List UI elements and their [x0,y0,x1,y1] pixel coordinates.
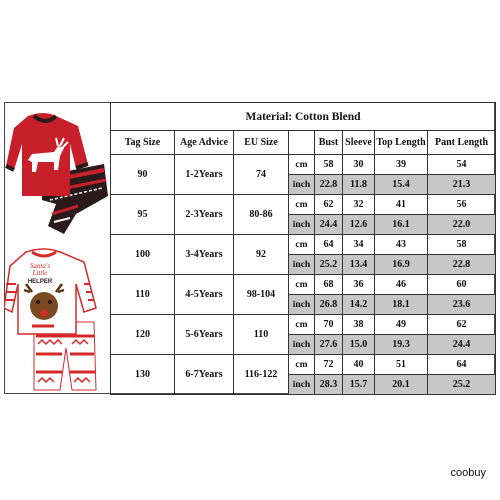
measurement-cm-cell: 72 [315,355,343,375]
measurement-inch-cell: 25.2 [428,375,496,395]
measurement-cm-cell: 36 [343,275,375,295]
tag-size-cell: 100 [111,235,175,275]
age-advice-cell: 1-2Years [175,155,234,195]
measurement-inch-cell: 18.1 [375,295,428,315]
measurement-inch-cell: 14.2 [343,295,375,315]
white-reindeer-pajama-image [4,244,110,392]
measurement-inch-cell: 12.6 [343,215,375,235]
measurement-inch-cell: 21.3 [428,175,496,195]
header-tag-size: Tag Size [111,131,175,155]
measurement-inch-cell: 22.8 [428,255,496,275]
product-photo-column [4,102,110,394]
table-row [111,155,496,175]
age-advice-cell: 4-5Years [175,275,234,315]
measurement-inch-cell: 24.4 [428,335,496,355]
measurement-cm-cell: 40 [343,355,375,375]
measurement-inch-cell: 23.6 [428,295,496,315]
measurement-inch-cell: 11.8 [343,175,375,195]
measurement-inch-cell: 19.3 [375,335,428,355]
measurement-inch-cell: 25.2 [315,255,343,275]
measurement-cm-cell: 58 [428,235,496,255]
table-row [111,275,496,295]
header-sleeve: Sleeve [343,131,375,155]
unit-cm-cell: cm [289,355,315,375]
measurement-cm-cell: 58 [315,155,343,175]
table-row [111,315,496,335]
measurement-cm-cell: 32 [343,195,375,215]
tag-size-cell: 130 [111,355,175,395]
header-pant-length: Pant Length [428,131,496,155]
measurement-inch-cell: 26.8 [315,295,343,315]
measurement-cm-cell: 62 [428,315,496,335]
table-row [111,355,496,375]
eu-size-cell: 110 [234,315,289,355]
white-pajama-shirt [4,249,96,334]
shirt-text-line-2: Little [32,269,48,277]
size-chart-table [110,102,496,395]
unit-inch-cell: inch [289,375,315,395]
red-reindeer-pajama-image [4,104,110,239]
unit-cm-cell: cm [289,155,315,175]
measurement-cm-cell: 56 [428,195,496,215]
measurement-inch-cell: 15.4 [375,175,428,195]
tag-size-cell: 110 [111,275,175,315]
measurement-cm-cell: 51 [375,355,428,375]
unit-inch-cell: inch [289,335,315,355]
tag-size-cell: 90 [111,155,175,195]
measurement-cm-cell: 70 [315,315,343,335]
measurement-inch-cell: 28.3 [315,375,343,395]
header-age-advice: Age Advice [175,131,234,155]
measurement-inch-cell: 22.8 [315,175,343,195]
measurement-cm-cell: 60 [428,275,496,295]
age-advice-cell: 2-3Years [175,195,234,235]
unit-inch-cell: inch [289,215,315,235]
eu-size-cell: 116-122 [234,355,289,395]
shirt-text-line-3: HELPER [27,279,53,285]
tag-size-cell: 120 [111,315,175,355]
header-top-length: Top Length [375,131,428,155]
measurement-inch-cell: 24.4 [315,215,343,235]
measurement-cm-cell: 54 [428,155,496,175]
measurement-cm-cell: 39 [375,155,428,175]
header-bust: Bust [315,131,343,155]
measurement-cm-cell: 30 [343,155,375,175]
age-advice-cell: 6-7Years [175,355,234,395]
unit-cm-cell: cm [289,315,315,335]
eu-size-cell: 98-104 [234,275,289,315]
table-header-row [111,131,496,155]
shirt-text-line-1: Santa's [29,262,51,270]
unit-inch-cell: inch [289,295,315,315]
header-unit [289,131,315,155]
measurement-inch-cell: 15.7 [343,375,375,395]
measurement-inch-cell: 15.0 [343,335,375,355]
measurement-cm-cell: 46 [375,275,428,295]
eu-size-cell: 92 [234,235,289,275]
measurement-inch-cell: 22.0 [428,215,496,235]
table-row [111,195,496,215]
eu-size-cell: 74 [234,155,289,195]
measurement-cm-cell: 62 [315,195,343,215]
age-advice-cell: 3-4Years [175,235,234,275]
measurement-inch-cell: 16.9 [375,255,428,275]
age-advice-cell: 5-6Years [175,315,234,355]
table-row [111,235,496,255]
unit-cm-cell: cm [289,195,315,215]
measurement-cm-cell: 34 [343,235,375,255]
measurement-cm-cell: 64 [428,355,496,375]
header-eu-size: EU Size [234,131,289,155]
measurement-inch-cell: 16.1 [375,215,428,235]
unit-cm-cell: cm [289,235,315,255]
measurement-inch-cell: 20.1 [375,375,428,395]
measurement-cm-cell: 68 [315,275,343,295]
measurement-inch-cell: 27.6 [315,335,343,355]
measurement-cm-cell: 64 [315,235,343,255]
measurement-cm-cell: 43 [375,235,428,255]
tag-size-cell: 95 [111,195,175,235]
eu-size-cell: 80-86 [234,195,289,235]
measurement-cm-cell: 49 [375,315,428,335]
unit-inch-cell: inch [289,175,315,195]
measurement-inch-cell: 13.4 [343,255,375,275]
watermark: coobuy [450,467,486,479]
measurement-cm-cell: 41 [375,195,428,215]
unit-inch-cell: inch [289,255,315,275]
unit-cm-cell: cm [289,275,315,295]
measurement-cm-cell: 38 [343,315,375,335]
table-title: Material: Cotton Blend [111,103,496,131]
